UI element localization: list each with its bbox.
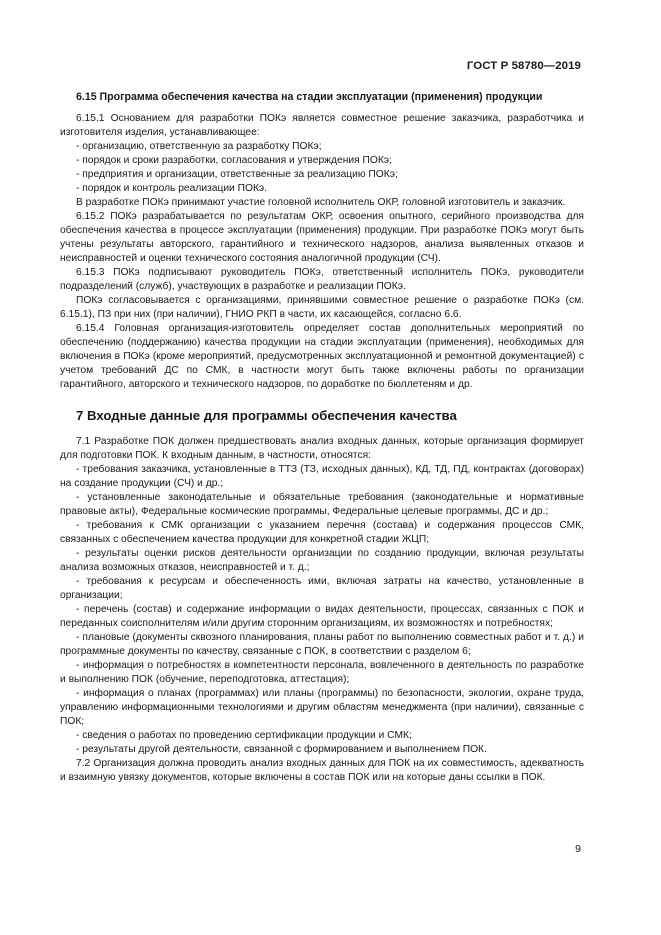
- paragraph: 6.15.4 Головная организация-изготовитель определяет состав дополнительных мероприятий по обеспечению (поддержанию) качества продукции на стадии эксплуатации (применения), необходимых для включения в ПОКэ (кроме мероприятий, предусмотренных эксплуатационной и ремонтной документацией) с учетом требований ДС по СМК, в частности могут быть также включены работы по организации гарантийного, авторского и технического надзоров, по доработке по бюллетеням и др.: [60, 323, 584, 390]
- paragraph: ПОКэ согласовывается с организациями, принявшими совместное решение о разработке ПОКэ (см. 6.15.1), ПЗ при них (при наличии), ГНИО РКП в части, их касающейся, согласно 6.6.: [60, 295, 584, 320]
- paragraph: 7.2 Организация должна проводить анализ входных данных для ПОК на их совместимость, адекватность и взаимную увязку документов, которые включены в состав ПОК или на которые даны ссылки в ПОК.: [60, 758, 584, 783]
- paragraph: - требования заказчика, установленные в ТТЗ (ТЗ, исходных данных), КД, ТД, ПД, контрактах (договорах) на создание продукции (СЧ) и др.;: [60, 464, 584, 489]
- paragraph: - организацию, ответственную за разработку ПОКэ;: [76, 141, 322, 152]
- paragraph: - сведения о работах по проведению сертификации продукции и СМК;: [76, 730, 412, 741]
- paragraph: - результаты оценки рисков деятельности организации по созданию продукции, включая результаты анализа возможных отказов, неисправностей и т. д.;: [60, 548, 584, 573]
- paragraph: - информация о планах (программах) или планы (программы) по безопасности, экологии, охране труда, управлению информационными технологиями и другим областям менеджмента (при наличии), связанные с ПОК;: [60, 688, 584, 727]
- paragraph: - установленные законодательные и обязательные требования (законодательные и нормативные правовые акты), Федеральные космические программы, Федеральные целевые программы, ДС и др.;: [60, 492, 584, 517]
- paragraph: - предприятия и организации, ответственные за реализацию ПОКэ;: [76, 169, 398, 180]
- page-content: [60, 90, 584, 785]
- paragraph: - требования к ресурсам и обеспеченность ими, включая затраты на качество, установленные в организации;: [60, 576, 584, 601]
- paragraph: В разработке ПОКэ принимают участие головной исполнитель ОКР, головной изготовитель и заказчик.: [76, 197, 566, 208]
- paragraph: - порядок и сроки разработки, согласования и утверждения ПОКэ;: [76, 155, 392, 166]
- paragraph: - порядок и контроль реализации ПОКэ.: [76, 183, 268, 194]
- paragraph: - результаты другой деятельности, связанной с формированием и выполнением ПОК.: [76, 744, 487, 755]
- page-number: 9: [575, 843, 581, 855]
- section-6-15-body: [60, 112, 584, 392]
- paragraph: - требования к СМК организации с указанием перечня (состава) и содержания процессов СМК, связанных с обеспечением качества продукции для конкретной стадии ЖЦП;: [60, 520, 584, 545]
- paragraph: - плановые (документы сквозного планирования, планы работ по выполнению совместных работ и т. д.) и программные документы по качеству, связанные с ПОК, в соответствии с разделом 6;: [60, 632, 584, 657]
- section-7-heading: 7 Входные данные для программы обеспечения качества: [76, 408, 457, 423]
- paragraph: 6.15.3 ПОКэ подписывают руководитель ПОКэ, ответственный исполнитель ПОКэ, руководители подразделений (служб), участвующих в разработке и реализации ПОКэ.: [60, 267, 584, 292]
- standard-code: ГОСТ Р 58780—2019: [466, 60, 581, 72]
- section-6-15-heading: 6.15 Программа обеспечения качества на стадии эксплуатации (применения) продукции: [76, 91, 543, 103]
- paragraph: 7.1 Разработке ПОК должен предшествовать анализ входных данных, которые организация формирует для подготовки ПОК. К входным данным, в частности, относятся:: [60, 436, 584, 461]
- paragraph: 6.15.1 Основанием для разработки ПОКэ является совместное решение заказчика, разработчика и изготовителя изделия, устанавливающее:: [60, 113, 584, 138]
- paragraph: 6.15.2 ПОКэ разрабатывается по результатам ОКР, освоения опытного, серийного производства для обеспечения качества в процессе эксплуатации (применения) продукции. При разработке ПОКэ могут быть учтены результаты авторского, гарантийного и технического надзоров, анализа выявленных отказов и неисправностей и оценки технического состояния аналогичной продукции (СЧ).: [60, 211, 584, 264]
- section-7-body: [60, 435, 584, 785]
- paragraph: - информация о потребностях в компетентности персонала, вовлеченного в деятельность по разработке и выполнению ПОК (обучение, переподготовка, аттестация);: [60, 660, 584, 685]
- paragraph: - перечень (состав) и содержание информации о видах деятельности, процессах, связанных с ПОК и переданных соисполнителям и/или другим сторонним организациям, их возможностях и потребностях;: [60, 604, 584, 629]
